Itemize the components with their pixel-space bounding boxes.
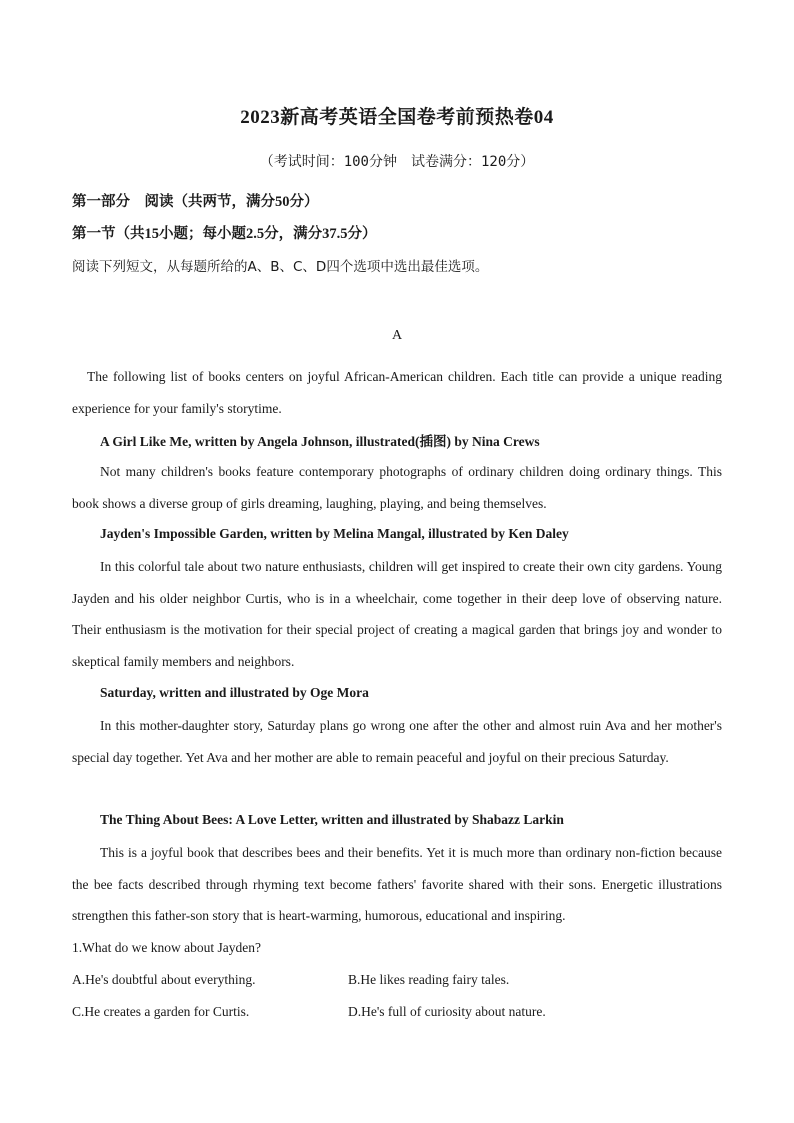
instruction-text: 阅读下列短文，从每题所给的A、B、C、D四个选项中选出最佳选项。 <box>72 259 489 275</box>
book-title-4: The Thing About Bees: A Love Letter, written and illustrated by Shabazz Larkin <box>100 812 564 827</box>
passage-letter: A <box>391 328 403 343</box>
section-heading: 第一节（共15小题；每小题2.5分，满分37.5分） <box>72 226 377 242</box>
book-title-2: Jayden's Impossible Garden, written by Melina Mangal, illustrated by Ken Daley <box>100 526 569 541</box>
book-title-3: Saturday, written and illustrated by Oge Mora <box>100 685 369 700</box>
book-text-2: In this colorful tale about two nature enthusiasts, children will get inspired to create their own city gardens. Young Jayden and his older neighbor Curtis, who is in a wheelchair, come together in their deep love of observing nature. Their enthusiasm is the motivation for their special project of creating a magical garden that brings joy and wonder to skeptical family members and neighbors. <box>72 559 722 669</box>
book-title-1: A Girl Like Me, written by Angela Johnson, illustrated(插图) by Nina Crews <box>100 434 540 449</box>
question-stem: 1.What do we know about Jayden? <box>72 940 261 955</box>
part-heading: 第一部分 阅读（共两节，满分50分） <box>72 194 319 210</box>
book-text-3: In this mother-daughter story, Saturday plans go wrong one after the other and almost ruin Ava and her mother's special day together. Yet Ava and her mother are able to remain peaceful and joyful on their precious Saturday. <box>72 718 722 765</box>
passage-intro: The following list of books centers on joyful African-American children. Each title can provide a unique reading experience for your family's storytime. <box>72 369 722 416</box>
exam-subtitle: （考试时间：100分钟 试卷满分：120分） <box>259 154 535 170</box>
option-b[interactable]: B.He likes reading fairy tales. <box>348 972 510 987</box>
exam-title: 2023新高考英语全国卷考前预热卷04 <box>240 107 554 128</box>
option-c[interactable]: C.He creates a garden for Curtis. <box>72 1004 250 1019</box>
book-text-1: Not many children's books feature contemporary photographs of ordinary children doing ordinary things. This book shows a diverse group of girls dreaming, laughing, playing, and being themselves. <box>72 464 722 511</box>
book-text-4: This is a joyful book that describes bees and their benefits. Yet it is much more than ordinary non-fiction because the bee facts described through rhyming text become fathers' favorite shared with their sons. Energetic illustrations strengthen this father-son story that is heart-warming, humorous, educational and inspiring. <box>72 845 722 923</box>
option-a[interactable]: A.He's doubtful about everything. <box>72 972 256 987</box>
option-d[interactable]: D.He's full of curiosity about nature. <box>348 1004 546 1019</box>
